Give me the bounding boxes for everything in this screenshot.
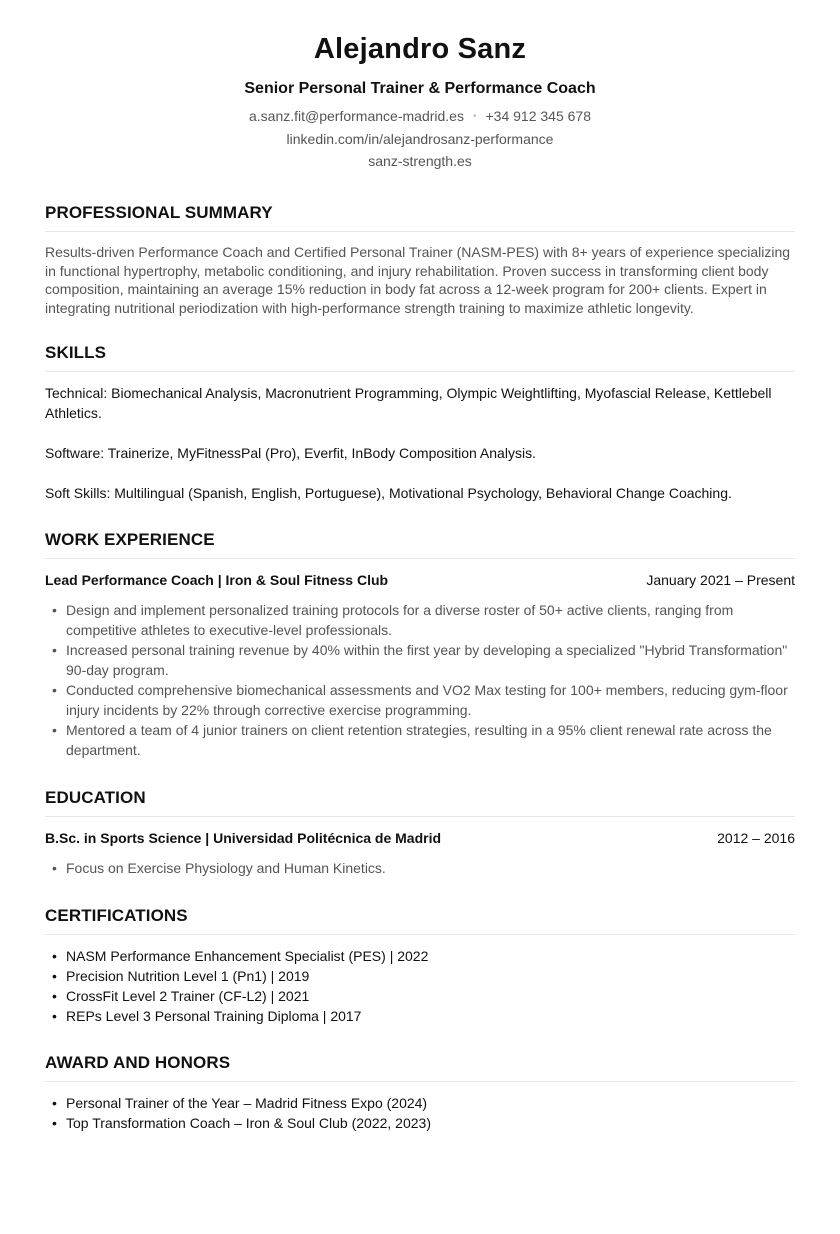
candidate-name: Alejandro Sanz — [313, 33, 527, 65]
list-item: • NASM Performance Enhancement Specialist (PES) | 2022 — [45, 946, 795, 966]
job-dates: January 2021 – Present — [646, 572, 795, 588]
list-item: • Precision Nutrition Level 1 (Pn1) | 2019 — [45, 966, 795, 986]
list-item: • Top Transformation Coach – Iron & Soul Club (2022, 2023) — [45, 1113, 795, 1133]
awards-list — [45, 1093, 795, 1133]
section-heading: WORK EXPERIENCE — [45, 530, 795, 559]
section-heading: AWARD AND HONORS — [45, 1053, 795, 1082]
section-heading: CERTIFICATIONS — [45, 906, 795, 935]
degree-header — [45, 829, 795, 847]
email-link[interactable]: a.sanz.fit@performance-madrid.es — [249, 108, 464, 124]
skill-software: Software: Trainerize, MyFitnessPal (Pro), Everfit, InBody Composition Analysis. — [45, 445, 536, 461]
education-section — [45, 788, 795, 878]
candidate-title: Senior Personal Trainer & Performance Coach — [244, 80, 596, 97]
certifications-section — [45, 906, 795, 1026]
degree-dates: 2012 – 2016 — [717, 830, 795, 846]
job-title: Lead Performance Coach | Iron & Soul Fitness Club — [45, 572, 389, 588]
list-item: • Conducted comprehensive biomechanical assessments and VO2 Max testing for 100+ members, reducing gym-floor injury incidents by 22% through corrective exercise programming. — [45, 680, 795, 720]
certifications-list — [45, 946, 795, 1026]
degree-title: B.Sc. in Sports Science | Universidad Politécnica de Madrid — [45, 830, 442, 846]
education-bullets — [45, 858, 795, 878]
contact-info — [45, 106, 795, 172]
contact-separator: • — [472, 111, 477, 122]
list-item: • REPs Level 3 Personal Training Diploma | 2017 — [45, 1006, 795, 1026]
list-item: • Personal Trainer of the Year – Madrid Fitness Expo (2024) — [45, 1093, 795, 1113]
contact-line-1 — [45, 106, 795, 129]
list-item: • Increased personal training revenue by 40% within the first year by developing a specialized "Hybrid Transformation" 90-day program. — [45, 640, 795, 680]
website-link[interactable]: sanz-strength.es — [368, 153, 472, 169]
phone-number: +34 912 345 678 — [485, 108, 591, 124]
section-heading: SKILLS — [45, 343, 795, 372]
resume-header — [45, 0, 795, 172]
job-header — [45, 571, 795, 589]
list-item: • CrossFit Level 2 Trainer (CF-L2) | 2021 — [45, 986, 795, 1006]
list-item: • Focus on Exercise Physiology and Human Kinetics. — [45, 858, 795, 878]
list-item: • Design and implement personalized training protocols for a diverse roster of 50+ active clients, ranging from competitive athletes to executive-level professionals. — [45, 600, 795, 640]
skills-section — [45, 343, 795, 503]
linkedin-link[interactable]: linkedin.com/in/alejandrosanz-performance — [286, 131, 554, 147]
summary-section — [45, 203, 795, 317]
section-heading: PROFESSIONAL SUMMARY — [45, 203, 795, 232]
experience-section — [45, 530, 795, 760]
summary-text: Results-driven Performance Coach and Certified Personal Trainer (NASM-PES) with 8+ years of experience specializing in functional hypertrophy, metabolic conditioning, and injury rehabilitation. Proven success in transforming client body composition, maintaining an average 15% reduction in body fat across a 12-week program for 200+ clients. Expert in integrating nutritional periodization with high-performance strength training to maximize athletic longevity. — [45, 244, 791, 316]
skill-soft-skills: Soft Skills: Multilingual (Spanish, English, Portuguese), Motivational Psychology, Behavioral Change Coaching. — [45, 485, 732, 501]
section-heading: EDUCATION — [45, 788, 795, 817]
list-item: • Mentored a team of 4 junior trainers on client retention strategies, resulting in a 95% client renewal rate across the department. — [45, 720, 795, 760]
skill-technical: Technical: Biomechanical Analysis, Macronutrient Programming, Olympic Weightlifting, Myofascial Release, Kettlebell Athletics. — [45, 385, 772, 421]
awards-section — [45, 1053, 795, 1133]
job-bullets — [45, 600, 795, 760]
